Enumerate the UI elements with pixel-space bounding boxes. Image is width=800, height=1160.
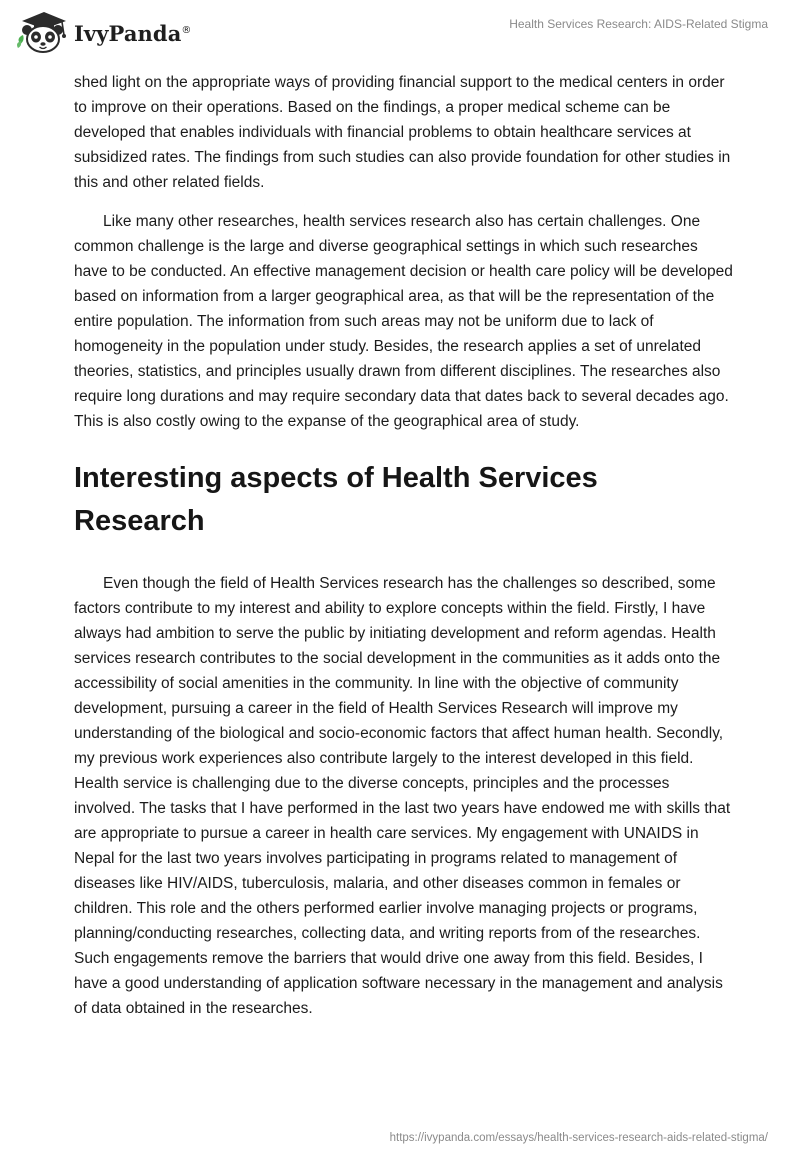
document-title: Health Services Research: AIDS-Related Stigma <box>509 17 768 31</box>
brand-text: IvyPanda <box>74 20 182 46</box>
paragraph: Even though the field of Health Services research has the challenges so described, some factors contribute to my interest and ability to explore concepts within the field. Firstly, I have always had ambition to serve the public by initiating development and reform agendas. Health services research contributes to the social development in the communities as it adds onto the accessibility of social amenities in the community. In line with the objective of community development, pursuing a career in the field of Health Services Research will improve my understanding of the biological and socio-economic factors that affect human health. Secondly, my previous work experiences also contribute largely to the interest developed in this field. Health service is challenging due to the diverse concepts, principles and the processes involved. The tasks that I have performed in the last two years have endowed me with skills that are appropriate to pursue a career in health care services. My engagement with UNAIDS in Nepal for the last two years involves participating in programs related to management of diseases like HIV/AIDS, tuberculosis, malaria, and other diseases common in females or children. This role and the others performed earlier involve managing projects or programs, planning/conducting researches, collecting data, and writing reports from of the researches. Such engagements remove the barriers that would drive one away from this field. Besides, I have a good understanding of application software necessary in the management and analysis of data obtained in the researches. <box>74 575 731 1017</box>
paragraph: shed light on the appropriate ways of providing financial support to the medical centers in order to improve on their operations. Based on the findings, a proper medical scheme can be developed that enables individuals with financial problems to obtain healthcare services at subsidized rates. The findings from such studies can also provide foundation for other studies in this and other related fields. <box>74 74 731 191</box>
section-heading: Interesting aspects of Health Services Research <box>74 462 598 537</box>
brand-name <box>74 21 192 46</box>
paragraph-spacer <box>74 195 734 209</box>
site-logo[interactable] <box>14 8 192 54</box>
source-url[interactable]: https://ivypanda.com/essays/health-services-research-aids-related-stigma/ <box>389 1132 768 1144</box>
paragraph: Like many other researches, health services research also has certain challenges. One common challenge is the large and diverse geographical settings in which such researches have to be conducted. An effective management decision or health care policy will be developed based on information from a larger geographical area, as that will be the representation of the entire population. The information from such areas may not be uniform due to lack of homogeneity in the population under study. Besides, the research applies a set of unrelated theories, statistics, and principles usually drawn from different disciplines. The researches also require long durations and may require secondary data that dates back to several decades ago. This is also costly owing to the expanse of the geographical area of study. <box>74 213 733 430</box>
article-body <box>74 70 734 1021</box>
panda-graduate-icon <box>14 8 70 54</box>
page-header <box>0 0 800 62</box>
registered-mark: ® <box>181 24 192 36</box>
